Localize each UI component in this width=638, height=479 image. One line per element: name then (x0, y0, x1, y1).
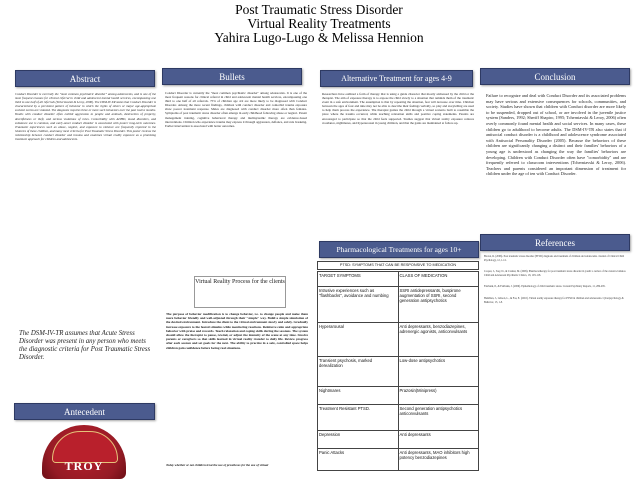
alternative-text: Researchers have outlined a form of therapy that is using a guide character that mostly addressed by the child or the therapist. The aim of exposure therapy is to expose the child slowly to a situation that reminds them of the traumatic event in a safe environment. The assumption is that by repeating the situation, fear will decrease over time. Children between the ages of four and nine may not be able to describe their feelings verbally, so play and storytelling are used to help them process the experience. The therapist guides the child through a virtual scenario built to resemble the place where the trauma occurred, while teaching relaxation skills and positive coping statements. Parents are encouraged to participate so that the child feels supported. Studies suggest that virtual reality exposure reduces avoidance, nightmares, and hyperarousal in young children, and that the gains are maintained at follow-up. (322, 92, 474, 125)
troy-logo (42, 425, 126, 479)
vr-process-text: The purpose of behavior modification is to change behavior, i.e. to change people and make them more behavior friendly and well-adjusted through their "simple" way. Build a simple simulation of the desired environment. Introduce the client to the virtual environment slowly and safely. Gradually increase exposure to the feared stimulus while monitoring reactions. Reinforce calm and appropriate behavior with praise and rewards. Teach relaxation and coping skills during the sessions. The system should allow the therapist to pause, rewind, or adjust the intensity of the scene at any time. Involve parents or caregivers so that skills learned in virtual reality transfer to daily life. Review progress after each session and set goals for the next. The ability to practice in a safe, controlled space helps children gain confidence before facing real situations. (166, 312, 308, 350)
table-cell: Panic Attacks (318, 449, 399, 471)
bullets-text: Conduct Disorder is currently the "most common psychiatric disorder" among adolescents. It is one of the most frequent reasons for clinical referral in child and adolescent mental health services, encompassing one third to one half of all referrals. 75% of children age 4-9 are more likely to be diagnosed with Conduct Disorder. Among the more recent findings, children with conduct disorder and comorbid trauma exposure show poorer treatment response. Males are diagnosed with conduct disorder more often than females. Symptoms of post traumatic stress disorder often emerge in early childhood following abuse or neglect. Parent management training, cognitive behavioral therapy and multisystemic therapy are evidence-based interventions. Children who experience trauma may express it through aggression, defiance, and rule breaking. Earlier intervention is associated with better outcomes. (165, 91, 307, 128)
table-header-cell: TARGET SYMPTOMS (318, 272, 399, 287)
table-cell: Anti depressants, benzodiazepines, adrenergic agonists, anticonvulsants (398, 323, 479, 357)
table-cell: Anti depressants (398, 431, 479, 449)
table-cell: Treatment Resistant PTSD. (318, 405, 399, 431)
poster-title: Post Traumatic Stress Disorder (235, 2, 403, 17)
reference-item: Hamblen, J., Gibson, L., & Foa, E. (2010). Virtual reality exposure therapy for PTSD in children and adolescents. Cyberpsychology & Behavior, 13, 1-8. (484, 296, 624, 304)
table-cell: Hyperarousal (318, 323, 399, 357)
table-cell: Depression (318, 431, 399, 449)
poster-authors: Yahira Lugo-Lugo & Melissa Hennion (214, 30, 424, 45)
reference-item: Brown, R. (2006). Post traumatic stress disorder (PTSD) diagnosis and treatment of children and adolescents. Journal of Clinical Child Psychology, 12, 1-12. (484, 255, 625, 262)
poster-header (0, 0, 638, 64)
table-header-row (318, 272, 479, 287)
table-row (318, 449, 479, 471)
table-row (318, 387, 479, 405)
table-cell: Low-dose antipsychotics (398, 357, 479, 387)
bullets-banner: Bullets (162, 68, 302, 85)
alternative-banner: Alternative Treatment for ages 4-9 (320, 70, 473, 87)
table-row (318, 323, 479, 357)
table-row (318, 431, 479, 449)
table-cell: Intrusive experiences such as "flashbacks", avoidance and numbing (318, 287, 399, 323)
treatment-table-grid (317, 271, 479, 471)
table-cell: SSRI antidepressants, buspirone augmentation of SSRI, second generation antipsychotics (398, 287, 479, 323)
table-row (318, 357, 479, 387)
conclusion-banner: Conclusion (480, 68, 630, 85)
vr-process-title: Virtual Reality Process for the clients (195, 279, 285, 285)
pharmacological-banner: Pharmacological Treatments for ages 10+ (319, 241, 479, 258)
antecedent-text: The DSM-IV-TR assumes that Acute Stress Disorder was present in any person who meets the diagnostic criteria for Post Traumatic Stress Disorder. (19, 330, 151, 361)
references-banner: References (480, 234, 630, 251)
table-header-cell: CLASS OF MEDICATION (398, 272, 479, 287)
reference-item: Fairbank, P., & Fairbank, J. (2009). Epidemiology of child traumatic stress. Current Psychiatry Reports, 11, 289-295. (484, 285, 606, 289)
table-cell: Prazosin(Minipress) (398, 387, 479, 405)
table-cell: Transient psychosis, marked derealization (318, 357, 399, 387)
table-row (318, 405, 479, 431)
vr-process-box (194, 276, 286, 308)
table-cell: Second generation antipsychotics anticonvulsants (398, 405, 479, 431)
conclusion-text: Failure to recognize and deal with Conduct Disorder and its associated problems may have serious and extensive consequences for schools, communities, and society. Studies have shown that children with Conduct disorder are more likely to be suspended, dropped out of school, or are involved in the juvenile justice system (Sanders, 1992; Sheriff Shapiro, 1995; Tcherniavski & Leroy, 2006) often overly commonly found mental health and social services. In many cases, these children go to adulthood to become adults. The DSM-IV-TR also states that if antisocial conduct disorder is a childhood and adolescence syndrome associated with Antisocial Personality Disorder (2005). Because the behaviors of these children are significantly changing a distinct and their families' behaviors of a young age is understood as changing the way the families' behaviors are developing. Children with Conduct Disorder often have "comorbidity" and are frequently referred to classroom interventions (Tcherniavski & Leroy, 2006). Teachers and parents considered an important dimension of treatment for children under the age of ten with Conduct Disorder. (486, 93, 626, 177)
vr-process-footer: Today whether or not children treat the use of prostheses for the use of virtual (166, 463, 269, 467)
ptsd-caption: PTSD: SYMPTOMS THAT CAN BE RESPONSIVE TO MEDICATION (317, 261, 479, 270)
table-cell: Nightmares (318, 387, 399, 405)
abstract-banner: Abstract (15, 70, 155, 87)
reference-item: Cooper, J., Ivey, D., & Cramer, M. (2009). Pharmacotherapy for post traumatic stress disorder in youth: a review of the current evidence. Child and Adolescent Psychiatric Clinics, 18, 103-118. (484, 270, 627, 277)
references-list (484, 255, 628, 465)
antecedent-banner: Antecedent (14, 403, 155, 420)
logo-text: TROY (64, 459, 104, 473)
abstract-text: Conduct Disorder is currently the "most common psychiatric disorder" among adolescents, and is one of the most frequent reasons for clinical referral in child and adolescent mental health services, encompassing one third to one half of all referrals (Tcherniavski & Leroy, 2006). The DSM-IV-TR states that Conduct Disorder is characterized by a persistent pattern of behavior in which the rights of others or major age-appropriate societal norms are violated. The diagnosis requires three or more such behaviors over the past twelve months. Youths with conduct disorder often exhibit aggression to people and animals, destruction of property, deceitfulness or theft, and serious violations of rules. Comorbidity with ADHD, mood disorders, and substance use is common, and early-onset conduct disorder is associated with poorer long-term outcomes. Traumatic experiences such as abuse, neglect, and exposure to violence are frequently reported in the histories of these children, and many meet criteria for Post Traumatic Stress Disorder. This poster reviews the relationship between conduct disorder and trauma and examines virtual reality exposure as a promising treatment approach for children and adolescents. (15, 92, 156, 142)
treatment-table (317, 271, 479, 471)
table-row (318, 287, 479, 323)
table-cell: Anti depressants, MAO inhibitors high potency benzodiazepines (398, 449, 479, 471)
poster-subtitle: Virtual Reality Treatments (247, 16, 391, 31)
